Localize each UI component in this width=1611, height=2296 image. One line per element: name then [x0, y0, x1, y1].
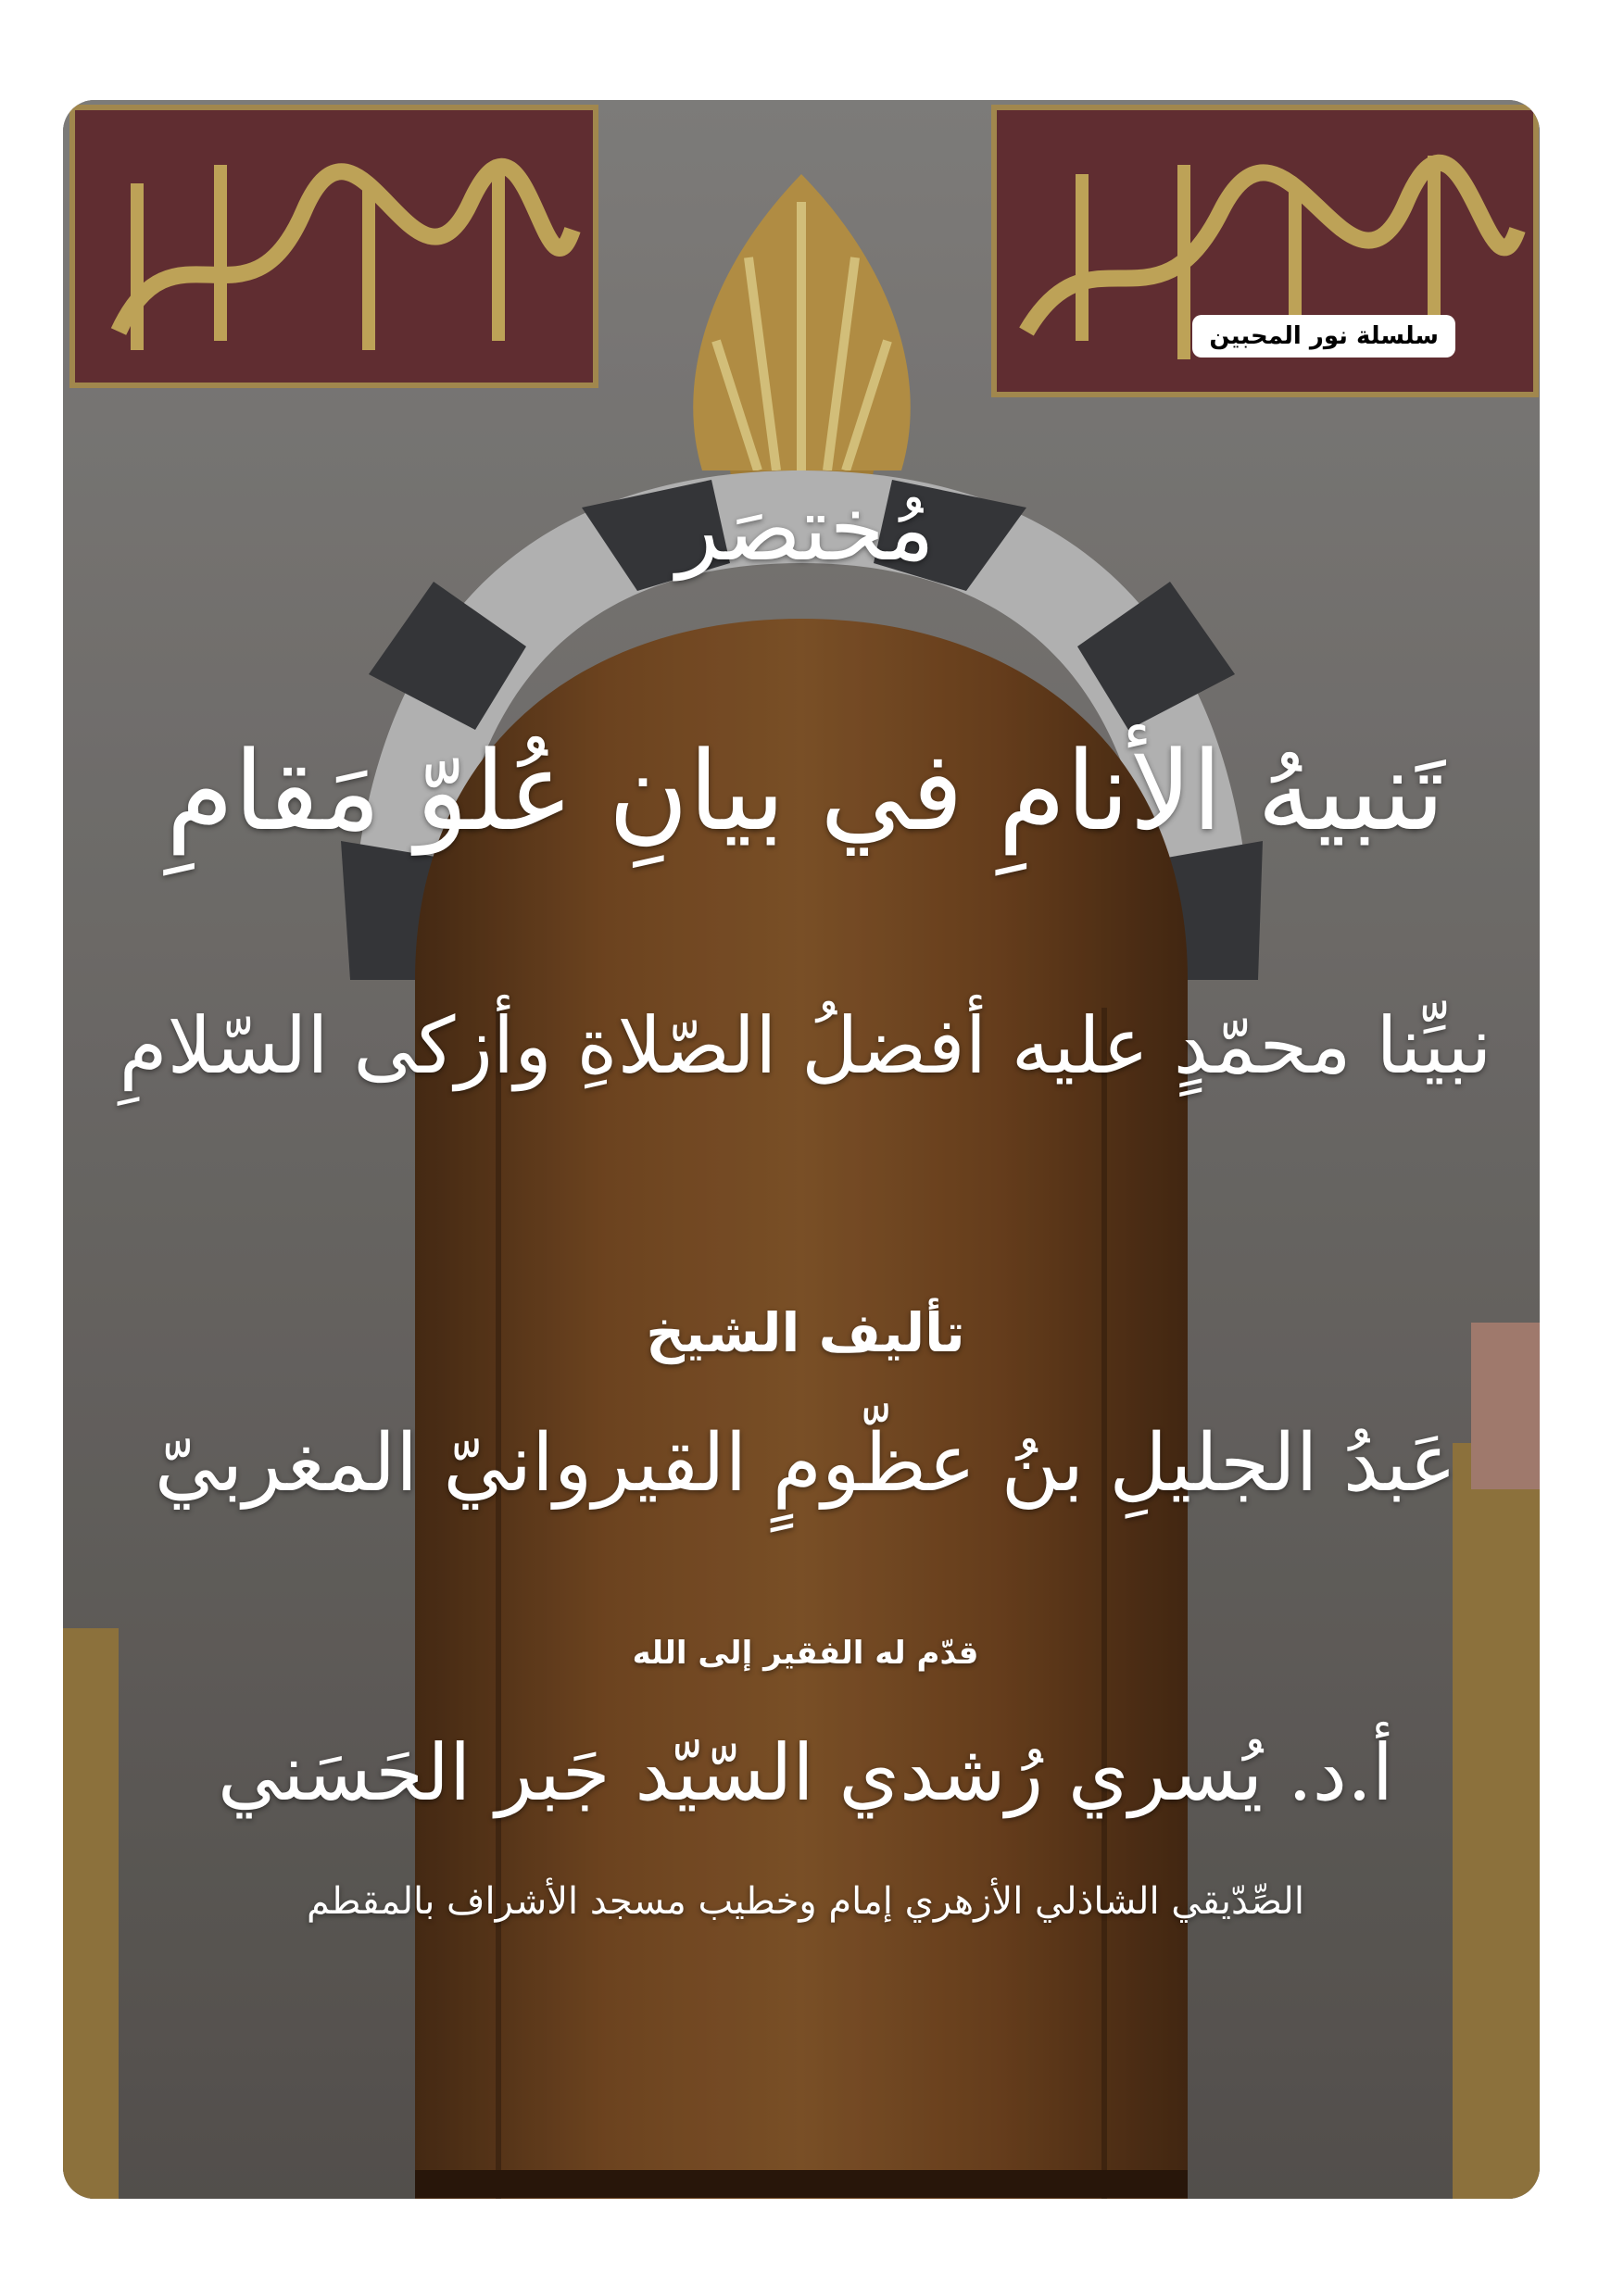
introducer-name: أ.د. يُسري رُشدي السّيّد جَبر الحَسَني	[217, 1727, 1394, 1818]
abridgment-label: مُختصَر	[676, 477, 935, 581]
series-badge: سلسلة نور المحبين	[1192, 315, 1455, 358]
book-title-main: تَنبيهُ الأنامِ في بيانِ عُلوّ مَقامِ	[166, 727, 1445, 855]
introduction-label: قدّم له الفقير إلى الله	[632, 1635, 979, 1672]
author-label: تأليف الشيخ	[646, 1301, 965, 1364]
author-name: عَبدُ الجليلِ بنُ عظّومٍ القيروانيّ المغربيّ	[154, 1417, 1457, 1510]
book-title-sub: نبيِّنا محمّدٍ عليه أفضلُ الصّلاةِ وأزكى السّلامِ	[119, 1000, 1492, 1091]
introducer-description: الصِّدّيقي الشاذلي الأزهري إمام وخطيب مسجد الأشراف بالمقطم	[307, 1880, 1304, 1923]
